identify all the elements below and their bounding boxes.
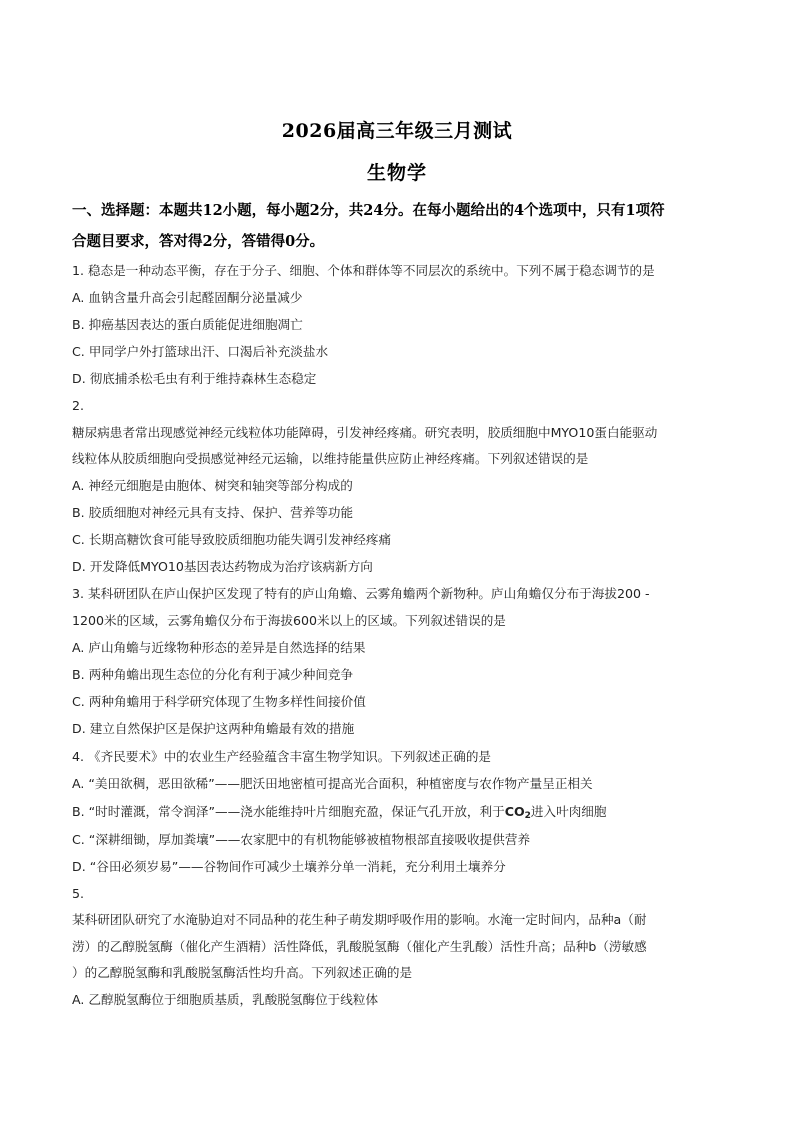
- q4-stem: 4. 《齐民要术》中的农业生产经验蕴含丰富生物学知识。下列叙述正确的是: [72, 749, 492, 764]
- q2-number: 2.: [72, 398, 85, 413]
- q4-option-b: [72, 803, 732, 825]
- q5-number: 5.: [72, 886, 85, 901]
- q3-option-b: B. 两种角蟾出现生态位的分化有利于减少种间竞争: [72, 667, 354, 682]
- q4-option-d: D. “谷田必须岁易”——谷物间作可减少土壤养分单一消耗，充分利用土壤养分: [72, 859, 506, 874]
- q2-option-d: D. 开发降低MYO10基因表达药物成为治疗该病新方向: [72, 559, 373, 574]
- exam-title: 2026届高三年级三月测试: [281, 120, 513, 142]
- section-heading-line-2: 合题目要求，答对得2分，答错得0分。: [72, 233, 325, 250]
- q1-stem: 1. 稳态是一种动态平衡，存在于分子、细胞、个体和群体等不同层次的系统中。下列不属于稳态调节的是: [72, 263, 655, 278]
- q5-stem-line-2: 涝）的乙醇脱氢酶（催化产生酒精）活性降低，乳酸脱氢酶（催化产生乳酸）活性升高；品种b（涝敏感: [72, 939, 647, 954]
- q4-option-b-tail: 进入叶肉细胞: [530, 804, 607, 819]
- co2-formula: $CO_2$: [504, 804, 531, 821]
- subject-title: 生物学: [366, 162, 427, 184]
- q5-option-a: A. 乙醇脱氢酶位于细胞质基质，乳酸脱氢酶位于线粒体: [72, 992, 379, 1007]
- q5-stem-line-3: ）的乙醇脱氢酶和乳酸脱氢酶活性均升高。下列叙述正确的是: [72, 965, 413, 980]
- q1-option-b: B. 抑癌基因表达的蛋白质能促进细胞凋亡: [72, 317, 303, 332]
- q1-option-c: C. 甲同学户外打篮球出汗、口渴后补充淡盐水: [72, 344, 329, 359]
- q2-option-b: B. 胶质细胞对神经元具有支持、保护、营养等功能: [72, 505, 354, 520]
- q1-option-d: D. 彻底捕杀松毛虫有利于维持森林生态稳定: [72, 371, 317, 386]
- q4-option-a: A. “美田欲稠，恶田欲稀”——肥沃田地密植可提高光合面积，种植密度与农作物产量呈正相关: [72, 776, 593, 791]
- q3-stem-line-2: 1200米的区域，云雾角蟾仅分布于海拔600米以上的区域。下列叙述错误的是: [72, 613, 506, 628]
- q3-option-d: D. 建立自然保护区是保护这两种角蟾最有效的措施: [72, 721, 355, 736]
- section-heading-line-1: 一、选择题：本题共12小题，每小题2分，共24分。在每小题给出的4个选项中，只有1项符: [72, 202, 665, 219]
- q4-option-b-text: B. “时时灌溉，常令润泽”——浇水能维持叶片细胞充盈，保证气孔开放，利于: [72, 804, 505, 819]
- q3-option-c: C. 两种角蟾用于科学研究体现了生物多样性间接价值: [72, 694, 366, 709]
- q2-option-a: A. 神经元细胞是由胞体、树突和轴突等部分构成的: [72, 478, 353, 493]
- q4-option-c: C. “深耕细锄，厚加粪壤”——农家肥中的有机物能够被植物根部直接吸收提供营养: [72, 832, 531, 847]
- q2-stem-line-2: 线粒体从胶质细胞向受损感觉神经元运输，以维持能量供应防止神经疼痛。下列叙述错误的是: [72, 451, 589, 466]
- q2-option-c: C. 长期高糖饮食可能导致胶质细胞功能失调引发神经疼痛: [72, 532, 392, 547]
- q3-stem-line-1: 3. 某科研团队在庐山保护区发现了特有的庐山角蟾、云雾角蟾两个新物种。庐山角蟾仅分布于海拔200 -: [72, 586, 650, 601]
- q3-option-a: A. 庐山角蟾与近缘物种形态的差异是自然选择的结果: [72, 640, 366, 655]
- q2-stem-line-1: 糖尿病患者常出现感觉神经元线粒体功能障碍，引发神经疼痛。研究表明，胶质细胞中MYO10蛋白能驱动: [72, 425, 658, 440]
- q5-stem-line-1: 某科研团队研究了水淹胁迫对不同品种的花生种子萌发期呼吸作用的影响。水淹一定时间内，品种a（耐: [72, 912, 647, 927]
- q1-option-a: A. 血钠含量升高会引起醛固酮分泌量减少: [72, 290, 303, 305]
